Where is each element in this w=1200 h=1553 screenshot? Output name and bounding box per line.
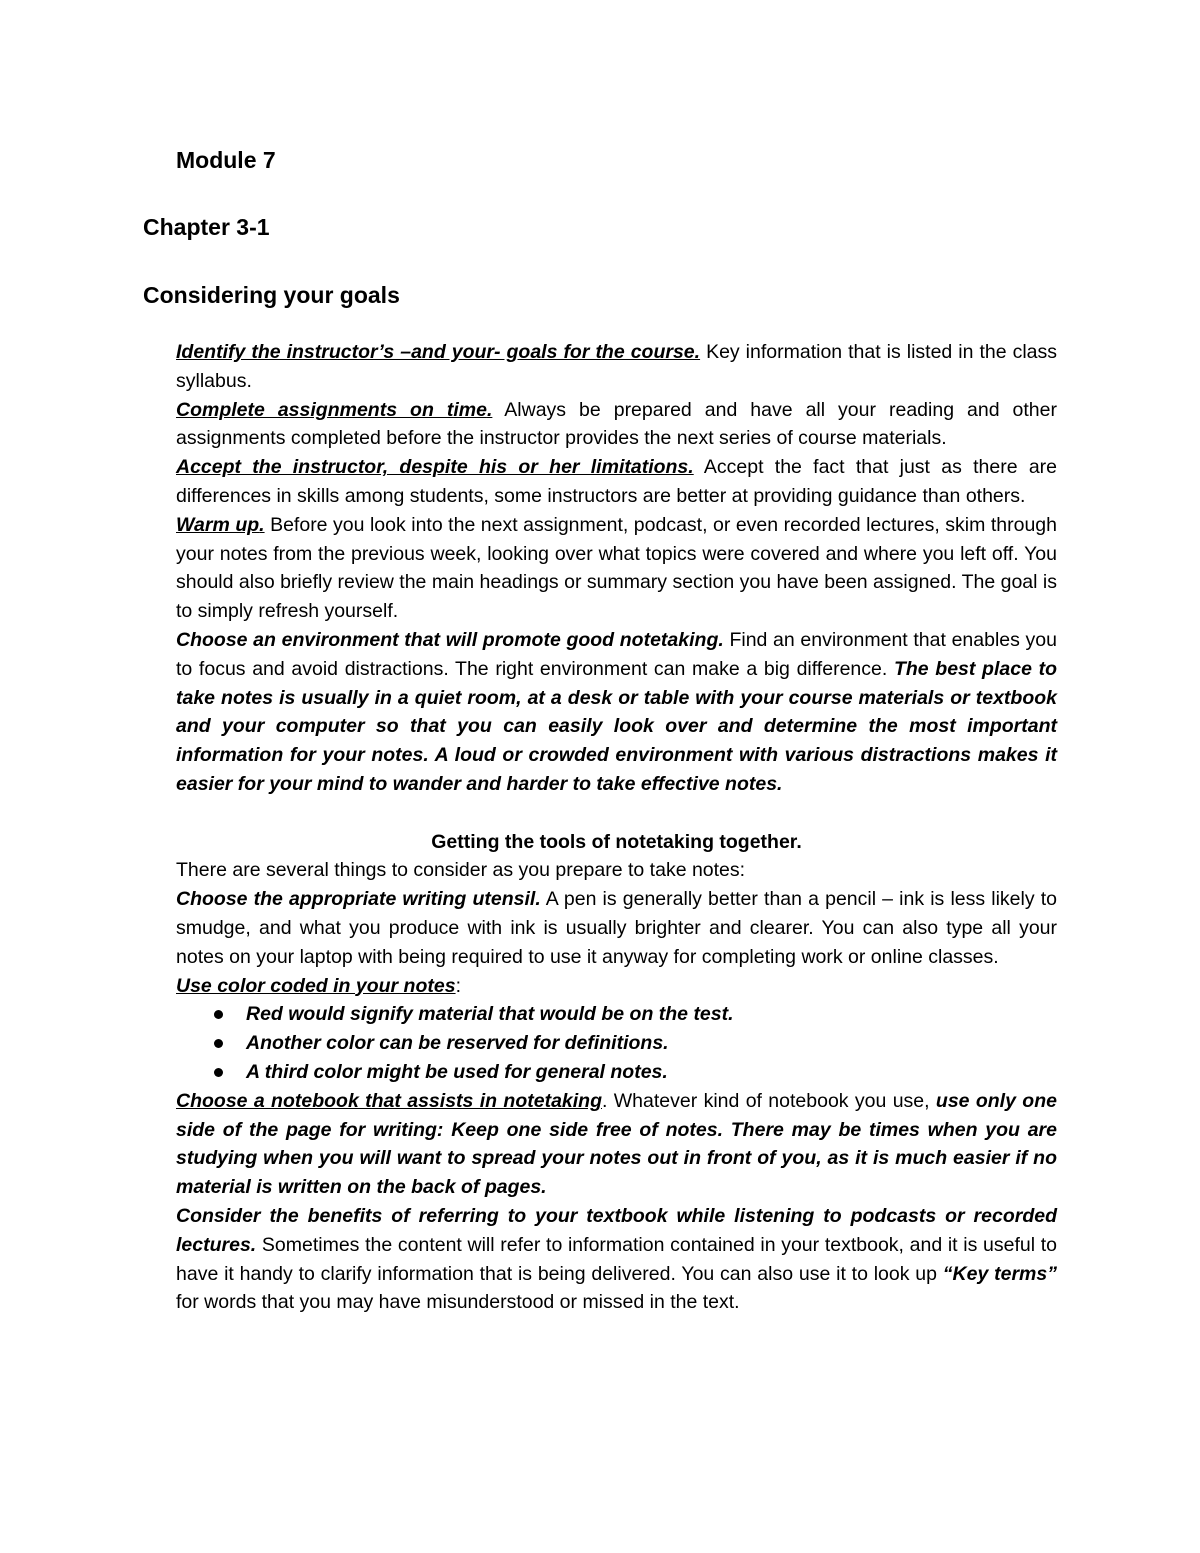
goal-text: Before you look into the next assignment, podcast, or even recorded lectures, skim through your notes from the previous week, looking over what topics were covered and where you left off. You should also briefly review the main headings or summary section you have been assigned. The goal is to simply refresh yourself. [176, 513, 1057, 623]
utensil-text: A pen is generally better than a pencil – ink is less likely to smudge, and what you produce with ink is usually brighter and clearer. You can also type all your notes on your laptop with being required to use it anyway for completing work or online classes. [176, 888, 1058, 968]
environment-paragraph [176, 626, 1057, 799]
utensil-paragraph [176, 885, 1057, 971]
document-body [176, 338, 1057, 1317]
goal-text: Always be prepared and have all your reading and other assignments completed before the instructor provides the next series of course materials. [176, 398, 1057, 450]
list-item [246, 1029, 1057, 1058]
goal-text: Key information that is listed in the class syllabus. [176, 341, 1057, 392]
textbook-text: Sometimes the content will refer to information contained in your textbook, and it is useful to have it handy to clarify information that is being delivered. You can also use it to look up [176, 1233, 1057, 1285]
textbook-paragraph [176, 1202, 1057, 1317]
list-item [246, 1000, 1057, 1029]
color-lead-sep: : [455, 974, 461, 997]
goal-text: Accept the fact that just as there are differences in skills among students, some instructors are better at providing guidance than others. [176, 456, 1057, 507]
goal-lead: Identify the instructor’s –and your- goals for the course. [176, 341, 701, 363]
bullet-icon [214, 1010, 223, 1019]
goal-paragraph [176, 338, 1057, 396]
goal-lead-sep: . [486, 398, 493, 421]
color-bullet-list [176, 1000, 1057, 1086]
bullet-text: Another color can be reserved for definitions. [246, 1032, 669, 1055]
notebook-lead: Choose a notebook that assists in notetaking [176, 1089, 602, 1112]
chapter-heading: Chapter 3-1 [143, 214, 270, 240]
tools-intro: There are several things to consider as you prepare to take notes: [176, 859, 746, 882]
environment-emphasis: The best place to take notes is usually in a quiet room, at a desk or table with your course materials or textbook and your computer so that you can easily look over and determine the most important information for your notes. A loud or crowded environment with various distractions makes it easier for your mind to wander and harder to take effective notes. [176, 657, 1057, 795]
goal-lead-sep: . [259, 513, 265, 536]
environment-lead-sep: . [718, 628, 724, 651]
goal-paragraph [176, 396, 1057, 454]
environment-lead: Choose an environment that will promote good notetaking [176, 628, 719, 651]
bullet-icon [214, 1068, 223, 1077]
goal-paragraph [176, 453, 1057, 511]
section-heading: Considering your goals [143, 282, 400, 308]
environment-text: Find an environment that enables you to focus and avoid distractions. The right environment can make a big difference. [176, 628, 1057, 680]
notebook-text: Whatever kind of notebook you use, [607, 1089, 936, 1112]
notebook-emphasis: use only one side of the page for writing: Keep one side free of notes. There may be times when you are studying when you will want to spread your notes out in front of you, as it is much easier if no material is written on the back of pages. [176, 1089, 1057, 1199]
list-item [246, 1058, 1057, 1087]
notebook-lead-sep: . [602, 1089, 608, 1112]
bullet-icon [214, 1039, 223, 1048]
utensil-lead: Choose the appropriate writing utensil. [176, 888, 541, 911]
color-lead: Use color coded in your notes [176, 974, 456, 997]
goal-lead: Accept the instructor, despite his or her limitations. [176, 456, 694, 479]
textbook-lead: Consider the benefits of referring to your textbook while listening to podcasts or recorded lectures. [176, 1204, 1057, 1256]
goal-paragraph [176, 511, 1057, 626]
bullet-text: Red would signify material that would be on the test. [246, 1003, 734, 1026]
bullet-text: A third color might be used for general notes. [246, 1060, 668, 1083]
key-terms: “Key terms” [942, 1262, 1057, 1285]
textbook-tail: for words that you may have misunderstood or missed in the text. [176, 1291, 740, 1314]
color-paragraph [176, 972, 1057, 1001]
tools-title: Getting the tools of notetaking together. [431, 830, 802, 853]
goal-lead: Complete assignments on time [176, 398, 487, 421]
module-heading: Module 7 [176, 147, 276, 173]
notebook-paragraph [176, 1087, 1057, 1202]
goal-lead: Warm up [176, 513, 260, 536]
